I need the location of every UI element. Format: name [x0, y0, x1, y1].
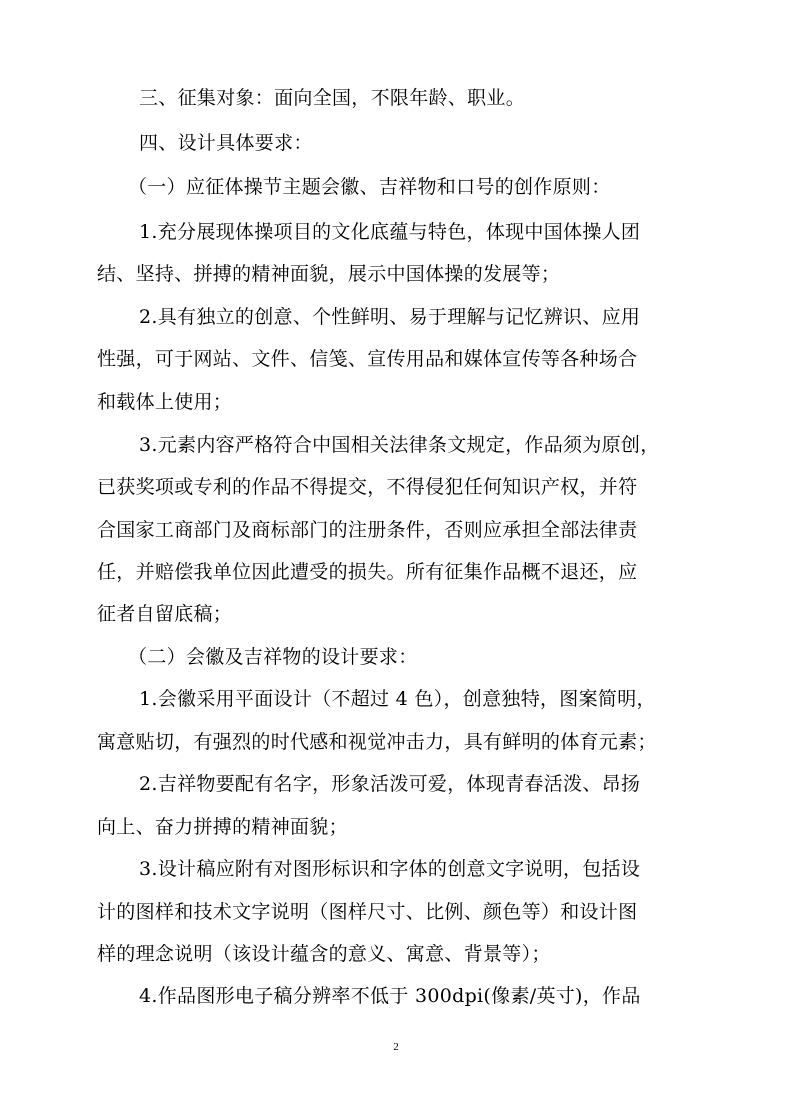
text-line: 合国家工商部门及商标部门的注册条件，否则应承担全部法律责: [97, 519, 638, 541]
text-line: 征者自留底稿；: [97, 603, 233, 625]
text-line: 2.吉祥物要配有名字，形象活泼可爱，体现青春活泼、昂扬: [139, 773, 641, 795]
text-line: 四、设计具体要求：: [139, 132, 313, 154]
text-line: 1.充分展现体操项目的文化底蕴与特色，体现中国体操人团: [139, 221, 641, 243]
text-line: 三、征集对象：面向全国，不限年龄、职业。: [139, 87, 526, 109]
text-line: （二）会徽及吉祥物的设计要求：: [128, 646, 418, 668]
text-line: 向上、奋力拼搏的精神面貌；: [97, 816, 348, 838]
text-line: 已获奖项或专利的作品不得提交，不得侵犯任何知识产权，并符: [97, 476, 638, 498]
text-line: 和载体上使用；: [97, 391, 233, 413]
text-line: 任，并赔偿我单位因此遭受的损失。所有征集作品概不退还，应: [97, 561, 638, 583]
text-line: （一）应征体操节主题会徽、吉祥物和口号的创作原则：: [128, 176, 611, 198]
text-line: 4.作品图形电子稿分辨率不低于 300dpi(像素/英寸)，作品: [139, 985, 641, 1007]
text-line: 结、坚持、拼搏的精神面貌，展示中国体操的发展等；: [97, 263, 561, 285]
text-line: 寓意贴切，有强烈的时代感和视觉冲击力，具有鲜明的体育元素；: [97, 731, 657, 753]
text-line: 1.会徽采用平面设计（不超过 4 色），创意独特，图案简明，: [139, 688, 656, 710]
text-line: 样的理念说明（该设计蕴含的意义、寓意、背景等）；: [97, 943, 551, 965]
text-line: 3.元素内容严格符合中国相关法律条文规定，作品须为原创，: [139, 434, 660, 456]
text-line: 性强，可于网站、文件、信笺、宣传用品和媒体宣传等各种场合: [97, 348, 638, 370]
page-number: 2: [393, 1041, 399, 1053]
text-line: 3.设计稿应附有对图形标识和字体的创意文字说明，包括设: [139, 858, 641, 880]
text-line: 计的图样和技术文字说明（图样尺寸、比例、颜色等）和设计图: [97, 901, 638, 923]
text-line: 2.具有独立的创意、个性鲜明、易于理解与记忆辨识、应用: [139, 306, 641, 328]
